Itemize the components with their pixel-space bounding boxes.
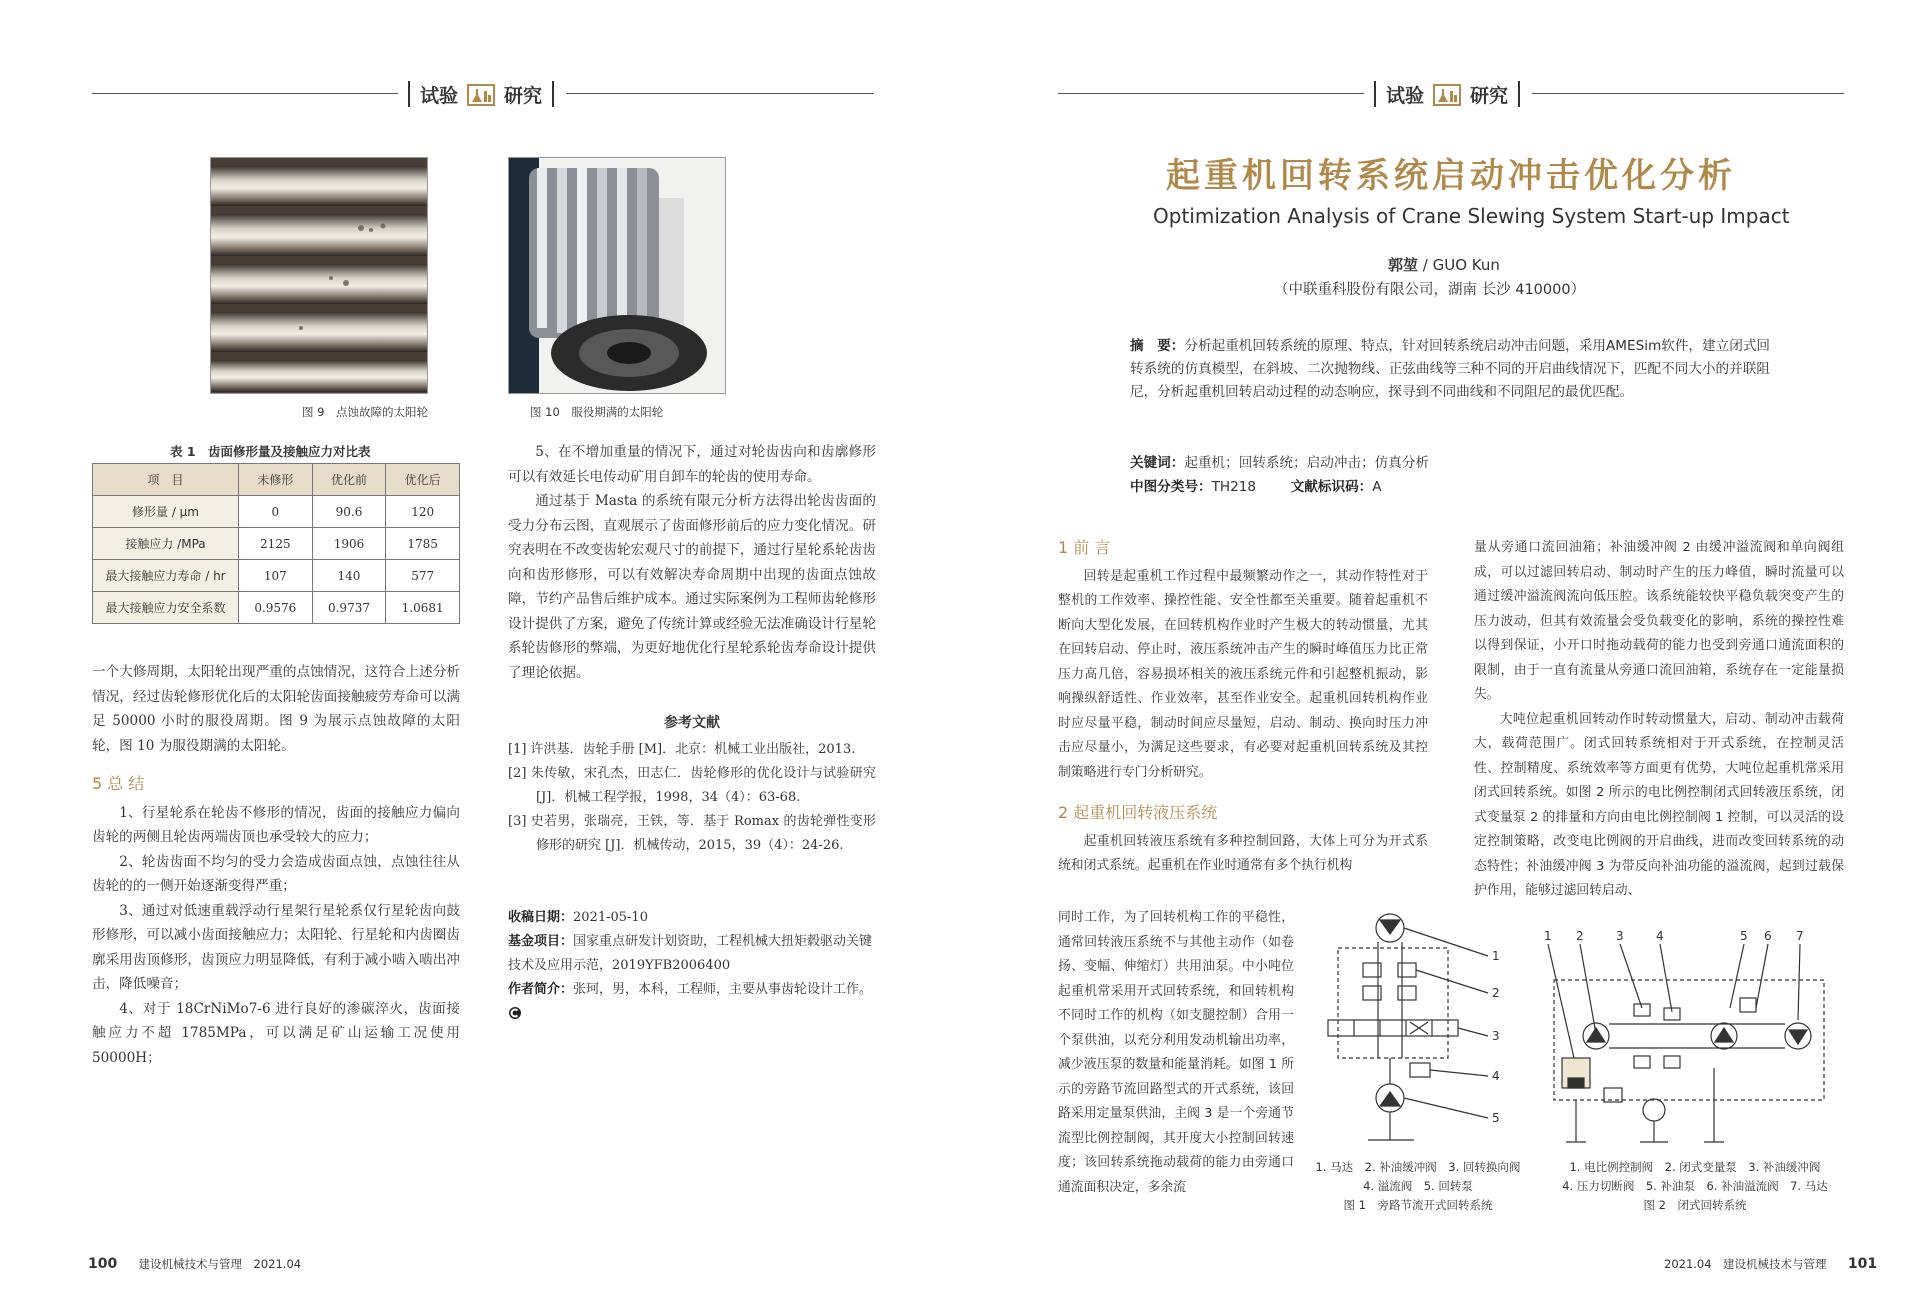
clc-value: TH218	[1211, 479, 1257, 495]
journal-name-left: 建设机械技术与管理 2021.04	[138, 1257, 302, 1271]
header-rule-right-2	[1532, 93, 1844, 94]
reference-item: [3] 史若男，张瑞亮，王铁，等．基于 Romax 的齿轮弹性变形修形的研究 [J]．机械传动，2015，39（4）：24-26.	[508, 814, 876, 853]
table-header-cell: 项 目	[93, 464, 239, 496]
table-cell: 1906	[312, 528, 386, 560]
table-cell: 2125	[239, 528, 313, 560]
table-cell: 1.0681	[386, 592, 460, 624]
doc-value: A	[1372, 479, 1382, 495]
table-cell: 0.9737	[312, 592, 386, 624]
fig9-caption: 图 9 点蚀故障的太阳轮	[302, 405, 428, 419]
fig1-label: 1	[1492, 949, 1500, 963]
header-rule-right	[1058, 93, 1364, 94]
fig2-legend-line: 4. 压力切断阀 5. 补油泵 6. 补油溢流阀 7. 马达	[1562, 1179, 1828, 1193]
footer-right	[1664, 1256, 1877, 1272]
paragraph: 回转是起重机工作过程中最频繁动作之一，其动作特性对于整机的工作效率、操控性能、安全性都至关重要。随着起重机不断向大型化发展，在回转机构作业时产生极大的转动惯量，尤其在回转启动、停止时，液压系统冲击产生的瞬时峰值压力比正常压力高几倍，容易损坏相关的液压系统元件和引起整机振动，影响操纵舒适性、作业效率，甚至作业安全。起重机回转机构作业时应尽量平稳，制动时间应尽量短，启动、制动、换向时压力冲击应尽量小，为满足这些要求，有必要对起重机回转系统及其控制策略进行专门分析研究。	[1058, 568, 1428, 780]
fig1-label: 4	[1492, 1069, 1500, 1083]
table-cell: 接触应力 /MPa	[93, 528, 239, 560]
paragraph: 5、在不增加重量的情况下，通过对轮齿齿向和齿廓修形可以有效延长电传动矿用自卸车的轮齿的使用寿命。	[508, 444, 876, 485]
footer-left	[88, 1256, 301, 1272]
fig1-label: 5	[1492, 1111, 1500, 1125]
table-cell: 0	[239, 496, 313, 528]
left-col1-text	[92, 660, 460, 1070]
header-label-research: 研究	[504, 84, 543, 107]
fig9-photo	[210, 157, 428, 394]
table-cell: 577	[386, 560, 460, 592]
paragraph: 同时工作，为了回转机构工作的平稳性，通常回转液压系统不与其他主动作（如卷扬、变幅、伸缩灯）共用油泵。中小吨位起重机常采用开式回转系统，和回转机构不同时工作的机构（如支腿控制）合用一个泵供油，以充分利用发动机输出功率，减少液压泵的数量和能量消耗。如图 1 所示的旁路节流回路型式的开式系统，该回路采用定量泵供油，主阀 3 是一个旁通节流型比例控制阀，其开度大小控制回转速度；该回转系统拖动载荷的能力由旁通口通流面积决定，多余流	[1058, 910, 1294, 1195]
paragraph: 通过基于 Masta 的系统有限元分析方法得出轮齿齿面的受力分布云图，直观展示了齿面修形前后的应力变化情况。研究表明在不改变齿轮宏观尺寸的前提下，通过行星轮系轮齿齿向和齿形修形，可以有效解决寿命周期中出现的齿面点蚀故障，节约产品售后维护成本。通过实际案例为工程师齿轮修形设计提供了方案，避免了传统计算或经验无法准确设计行星轮系轮齿修形的弊端，为更好地优化行星轮系轮齿寿命设计提供了理论依据。	[508, 493, 876, 681]
reference-item: [1] 许洪基．齿轮手册 [M]．北京：机械工业出版社，2013.	[508, 742, 856, 757]
table-cell: 最大接触应力寿命 / hr	[93, 560, 239, 592]
header-label-test: 试验	[420, 84, 459, 107]
fig2-label: 3	[1616, 929, 1624, 943]
affiliation: （中联重科股份有限公司，湖南 长沙 410000）	[1274, 282, 1586, 298]
meta-author: 作者简介：张珂，男，本科，工程师，主要从事齿轮设计工作。	[508, 982, 873, 997]
references-heading: 参考文献	[664, 715, 720, 731]
table-cell: 107	[239, 560, 313, 592]
fig2-label: 1	[1544, 929, 1552, 943]
table-row	[93, 496, 460, 528]
right-col1-text	[1058, 536, 1428, 879]
clc-label: 中图分类号：	[1130, 479, 1212, 495]
keywords-text: 起重机；回转系统；启动冲击；仿真分析	[1184, 455, 1430, 471]
journal-name-right: 2021.04 建设机械技术与管理	[1664, 1257, 1827, 1271]
paragraph: 3、通过对低速重载浮动行星架行星轮系仅行星轮齿向鼓形修形，可以减小齿面接触应力；太阳轮、行星轮和内齿圈齿廓采用齿顶修形，齿顶应力明显降低，有利于减小啮入啮出冲击，降低噪音；	[92, 902, 460, 992]
reference-item: [2] 朱传敏，宋孔杰，田志仁．齿轮修形的优化设计与试验研究 [J]．机械工程学报，1998，34（4）：63-68.	[508, 766, 876, 805]
lab-flask-icon	[466, 81, 496, 107]
fig2-legend	[1540, 1158, 1850, 1215]
table-cell: 90.6	[312, 496, 386, 528]
page-number-left: 100	[88, 1256, 118, 1272]
lab-flask-icon	[1432, 81, 1462, 107]
fig2-diagram	[1544, 928, 1844, 1154]
section-5-heading: 5 总 结	[92, 774, 145, 793]
keywords	[1130, 452, 1770, 475]
header-label-research: 研究	[1470, 84, 1509, 107]
article-meta	[508, 906, 876, 1002]
paragraph: 2、轮齿齿面不均匀的受力会造成齿面点蚀，点蚀往往从齿轮的的一侧开始逐渐变得严重；	[92, 853, 460, 894]
fig1-legend	[1298, 1158, 1538, 1215]
right-col1-text-narrow	[1058, 906, 1294, 1200]
author-line	[1388, 254, 1500, 275]
paragraph: 起重机回转液压系统有多种控制回路，大体上可分为开式系统和闭式系统。起重机在作业时通常有多个执行机构	[1058, 833, 1428, 873]
table-cell: 1785	[386, 528, 460, 560]
keywords-label: 关键词：	[1130, 455, 1185, 471]
fig2-caption: 图 2 闭式回转系统	[1643, 1198, 1747, 1212]
fig10-photo	[508, 157, 726, 394]
fig2-label: 5	[1740, 929, 1748, 943]
header-rule-left	[92, 93, 398, 94]
fig2-label: 2	[1576, 929, 1584, 943]
paragraph: 一个大修周期，太阳轮出现严重的点蚀情况，这符合上述分析情况，经过齿轮修形优化后的太阳轮齿面接触疲劳寿命可以满足 50000 小时的服役周期。图 9 为展示点蚀故障的太阳轮，图 10 为服役期满的太阳轮。	[92, 664, 460, 754]
paragraph: 大吨位起重机回转动作时转动惯量大，启动、制动冲击载荷大，载荷范围广。闭式回转系统相对于开式系统，在控制灵活性、控制精度、系统效率等方面更有优势，大吨位起重机常采用闭式回转系统。如图 2 所示的电比例控制闭式回转液压系统，闭式变量泵 2 的排量和方向由电比例控制阀 1 控制，可以灵活的设定控制策略，改变电比例阀的开启曲线，进而改变回转系统的动态特性；补油缓冲阀 3 为带反向补油功能的溢流阀，起到过载保护作用，能够过滤回转启动、	[1474, 711, 1844, 898]
fig1-legend-line: 4. 溢流阀 5. 回转泵	[1363, 1179, 1473, 1193]
page-number-right: 101	[1847, 1256, 1878, 1272]
paragraph: 4、对于 18CrNiMo7-6 进行良好的渗碳淬火，齿面接触应力不超 1785MPa，可以满足矿山运输工况使用 50000H；	[92, 1000, 460, 1066]
table-cell: 140	[312, 560, 386, 592]
fig1-label: 3	[1492, 1029, 1500, 1043]
fig1-diagram	[1318, 908, 1518, 1148]
doc-label: 文献标识码：	[1290, 479, 1373, 495]
abstract-label: 摘 要：	[1130, 338, 1185, 354]
right-col2-text	[1474, 536, 1844, 904]
table-header-cell: 优化前	[312, 464, 386, 496]
end-mark-icon	[508, 1006, 522, 1020]
references-list	[508, 738, 876, 858]
table1	[92, 463, 460, 624]
fig1-label: 2	[1492, 986, 1500, 1000]
table-header-cell: 优化后	[386, 464, 460, 496]
table-cell: 0.9576	[239, 592, 313, 624]
author-en: / GUO Kun	[1418, 256, 1500, 274]
article-title-cn: 起重机回转系统启动冲击优化分析	[1166, 156, 1736, 196]
table1-title: 表 1 齿面修形量及接触应力对比表	[170, 444, 371, 459]
section-2-heading: 2 起重机回转液压系统	[1058, 803, 1218, 822]
header-tab-left	[398, 80, 564, 108]
table-cell: 修形量 / μm	[93, 496, 239, 528]
meta-received: 收稿日期：2021-05-10	[508, 910, 648, 925]
section-1-heading: 1 前 言	[1058, 538, 1111, 557]
table-row	[93, 560, 460, 592]
paragraph: 1、行星轮系在轮齿不修形的情况，齿面的接触应力偏向齿轮的两侧且轮齿两端齿顶也承受较大的应力；	[92, 804, 460, 845]
header-rule-left-2	[566, 93, 874, 94]
fig2-label: 7	[1796, 929, 1804, 943]
abstract	[1130, 335, 1770, 404]
table-cell: 120	[386, 496, 460, 528]
abstract-text: 分析起重机回转系统的原理、特点，针对回转系统启动冲击问题，采用AMESim软件，建立闭式回转系统的仿真模型，在斜坡、二次抛物线、正弦曲线等三种不同的开启曲线情况下，匹配不同大小的并联阻尼，分析起重机回转启动过程的动态响应，探寻到不同曲线和不同阻尼的最优匹配。	[1130, 338, 1771, 400]
fig10-caption: 图 10 服役期满的太阳轮	[530, 405, 664, 419]
author-cn: 郭堃	[1388, 256, 1419, 274]
paragraph: 量从旁通口流回油箱；补油缓冲阀 2 由缓冲溢流阀和单向阀组成，可以过滤回转启动、制动时产生的压力峰值，瞬时流量可以通过缓冲溢流阀流向低压腔。该系统能较快平稳负载突变产生的压力波动，但其有效流量会受负载变化的影响，系统的操控性难以得到保证，小开口时拖动载荷的能力也受到旁通口通流面积的限制，由于一直有流量从旁通口流回油箱，系统存在一定能量损失。	[1474, 540, 1844, 702]
fig2-label: 4	[1656, 929, 1664, 943]
header-label-test: 试验	[1386, 84, 1425, 107]
left-col2-text	[508, 440, 876, 685]
meta-fund: 基金项目：国家重点研发计划资助，工程机械大扭矩毂驱动关键技术及应用示范，2019YFB2006400	[508, 934, 873, 973]
fig2-legend-line: 1. 电比例控制阀 2. 闭式变量泵 3. 补油缓冲阀	[1569, 1160, 1821, 1174]
table-cell: 最大接触应力安全系数	[93, 592, 239, 624]
header-tab-right	[1364, 80, 1530, 108]
fig2-label: 6	[1764, 929, 1772, 943]
article-title-en: Optimization Analysis of Crane Slewing System Start-up Impact	[1153, 204, 1790, 228]
fig1-caption: 图 1 旁路节流开式回转系统	[1343, 1198, 1493, 1212]
classification	[1130, 476, 1770, 499]
table-row	[93, 592, 460, 624]
fig1-legend-line: 1. 马达 2. 补油缓冲阀 3. 回转换向阀	[1315, 1160, 1521, 1174]
table-row	[93, 528, 460, 560]
table-header-cell: 未修形	[239, 464, 313, 496]
